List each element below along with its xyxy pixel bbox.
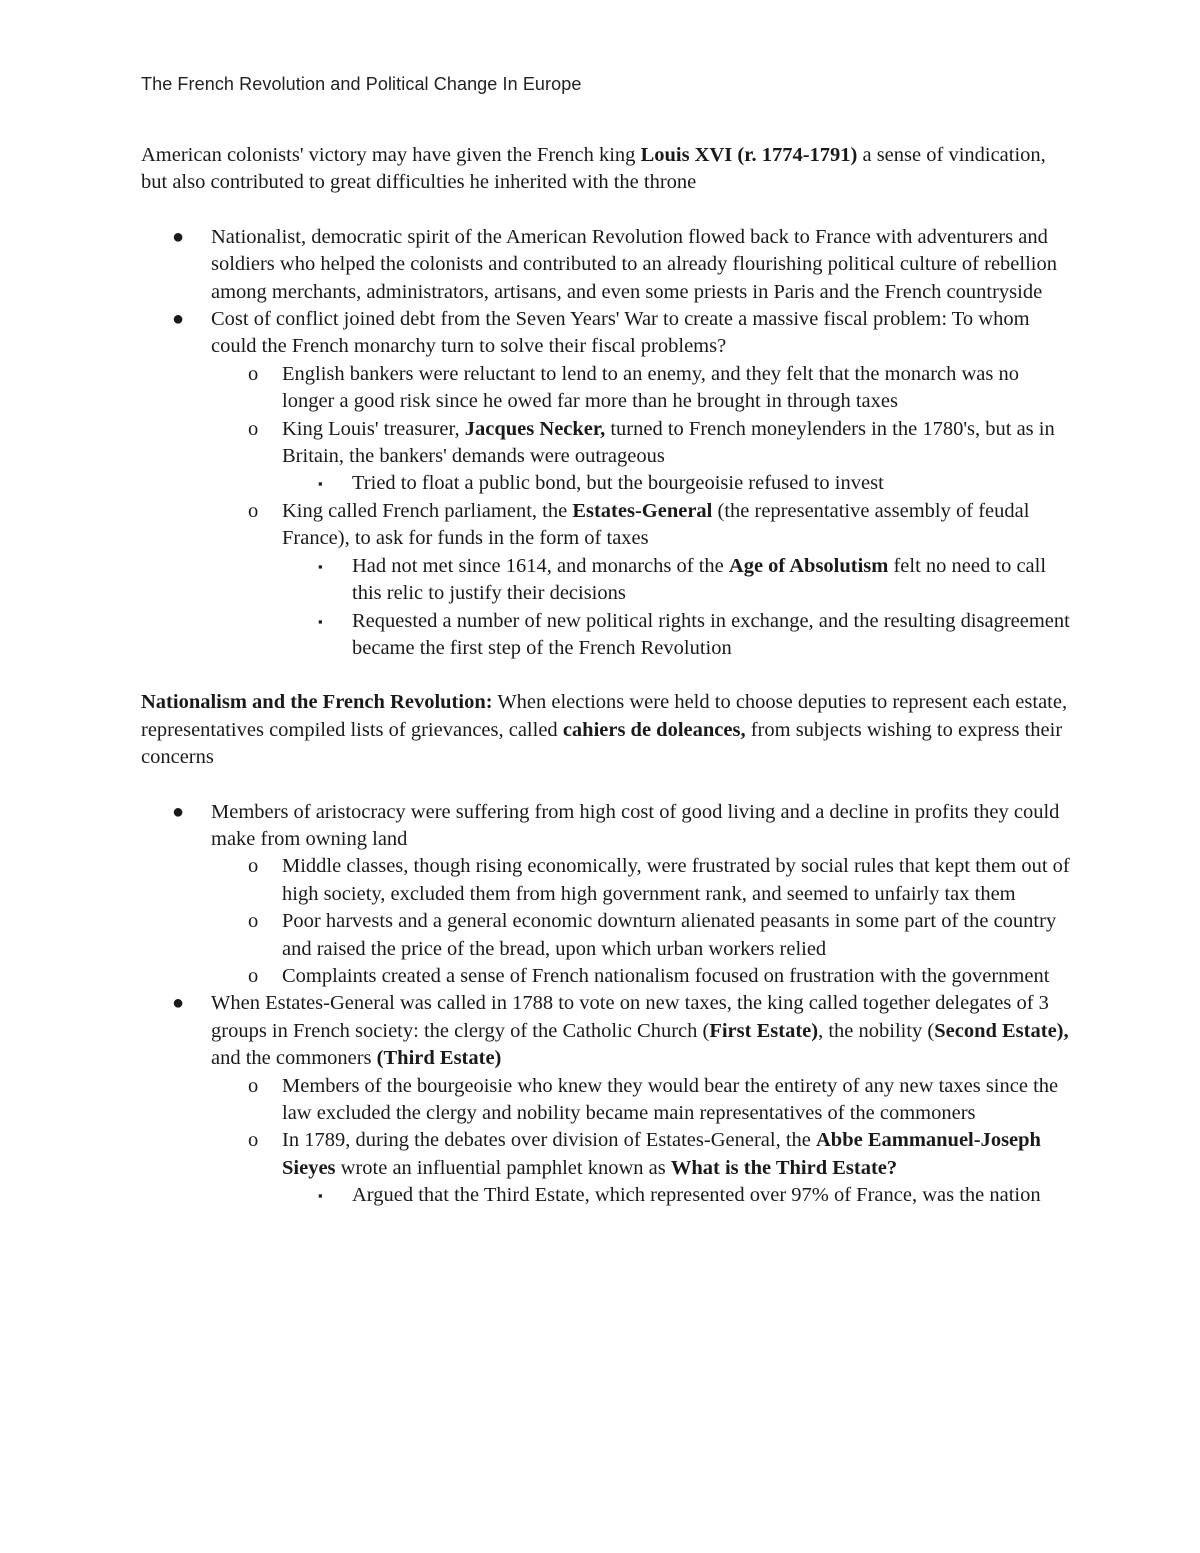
paragraph-spacer: [141, 662, 1071, 689]
intro-paragraph: [141, 142, 1071, 197]
list-item-text: Members of the bourgeoisie who knew they would bear the entirety of any new taxes since the law excluded the clergy and nobility became main representatives of the commoners: [282, 1074, 1059, 1124]
sub-list-item: [141, 908, 1071, 963]
list-item: [141, 224, 1071, 306]
text-run: (the representative assembly of feudal France), to ask for funds in the form of taxes: [282, 499, 1030, 550]
sub-list-item: [141, 1073, 1071, 1128]
bullet-icon: ●: [172, 225, 185, 248]
square-bullet-icon: ▪: [318, 613, 323, 629]
sub-list-item: [141, 853, 1071, 908]
list-item: [141, 306, 1071, 361]
bold-term: Louis XVI (r. 1774-1791): [640, 144, 858, 166]
sub-list-item: [141, 416, 1071, 471]
sub-sub-list-item: [141, 608, 1071, 663]
list-item-text: Members of aristocracy were suffering from high cost of good living and a decline in profits they could make from owning land: [211, 800, 1060, 850]
bold-term: cahiers de doleances,: [562, 718, 746, 741]
circle-bullet-icon: o: [248, 417, 259, 440]
text-run: In 1789, during the debates over division of Estates-General, the: [282, 1129, 816, 1152]
bulleted-list-2: [141, 799, 1071, 1210]
bold-term: Jacques Necker,: [464, 417, 606, 440]
circle-bullet-icon: o: [248, 910, 259, 933]
text-run: Had not met since 1614, and monarchs of the: [352, 554, 729, 577]
bullet-icon: ●: [172, 308, 185, 331]
text-run: wrote an influential pamphlet known as: [335, 1156, 671, 1179]
list-item-text: Complaints created a sense of French nationalism focused on frustration with the government: [282, 964, 1050, 987]
sub-list-item: [141, 963, 1071, 990]
text-run: King called French parliament, the: [282, 499, 573, 522]
bulleted-list-1: [141, 224, 1071, 663]
document-body: [141, 142, 1071, 1210]
circle-bullet-icon: o: [248, 855, 259, 878]
text-run: from subjects wishing to express their concerns: [141, 718, 1063, 769]
sub-sub-list-item: [141, 470, 1071, 497]
circle-bullet-icon: o: [248, 1129, 259, 1152]
bullet-icon: ●: [172, 992, 185, 1015]
bold-term: What is the Third Estate?: [670, 1156, 898, 1179]
section-heading: Nationalism and the French Revolution:: [141, 691, 493, 714]
bold-term: Estates-General: [572, 499, 713, 522]
section-paragraph: [141, 689, 1071, 771]
list-item: [141, 990, 1071, 1072]
square-bullet-icon: ▪: [318, 1188, 323, 1204]
sub-list-item: [141, 1127, 1071, 1182]
text-run: When elections were held to choose deputies to represent each estate, representatives compiled lists of grievances, called: [141, 691, 1068, 741]
text-run: felt no need to call this relic to justify their decisions: [352, 554, 1047, 605]
list-item-text: Cost of conflict joined debt from the Seven Years' War to create a massive fiscal problem: To whom could the French monarchy turn to solve their fiscal problems?: [211, 308, 1030, 358]
sub-sub-list-item: [141, 1182, 1071, 1209]
list-item-text: Requested a number of new political rights in exchange, and the resulting disagreement became the first step of the French Revolution: [352, 609, 1070, 659]
sub-list-item: [141, 498, 1071, 553]
text-run: King Louis' treasurer,: [282, 417, 465, 440]
text-run: , the nobility (: [818, 1019, 935, 1042]
circle-bullet-icon: o: [248, 1074, 259, 1097]
list-item-text: English bankers were reluctant to lend to an enemy, and they felt that the monarch was no longer a good risk since he owed far more than he brought in through taxes: [282, 362, 1019, 413]
sub-sub-list-item: [141, 553, 1071, 608]
list-item: [141, 799, 1071, 854]
paragraph-spacer: [141, 197, 1071, 224]
text-run: When Estates-General was called in 1788 to vote on new taxes, the king called together delegates of 3 groups in French society: the clergy of the Catholic Church (: [211, 992, 1049, 1042]
list-item-text: Tried to float a public bond, but the bourgeoisie refused to invest: [352, 472, 884, 495]
circle-bullet-icon: o: [248, 499, 259, 522]
text-run: and the commoners: [211, 1047, 377, 1070]
circle-bullet-icon: o: [248, 964, 259, 987]
text-run: American colonists' victory may have given the French king: [141, 144, 641, 166]
page-header-title: The French Revolution and Political Change In Europe: [141, 74, 582, 94]
circle-bullet-icon: o: [248, 362, 259, 385]
bold-term: First Estate): [709, 1019, 819, 1042]
list-item-text: Argued that the Third Estate, which represented over 97% of France, was the nation: [352, 1184, 1041, 1207]
bullet-icon: ●: [172, 800, 185, 823]
list-item-text: Poor harvests and a general economic downturn alienated peasants in some part of the country and raised the price of the bread, upon which urban workers relied: [282, 910, 1057, 960]
list-item-text: Nationalist, democratic spirit of the American Revolution flowed back to France with adventurers and soldiers who helped the colonists and contributed to an already flourishing political culture of rebellion among merchants, administrators, artisans, and even some priests in Paris and the French countryside: [211, 225, 1057, 303]
text-run: a sense of vindication, but also contributed to great difficulties he inherited with the throne: [141, 144, 1046, 194]
list-item-text: Middle classes, though rising economically, were frustrated by social rules that kept them out of high society, excluded them from high government rank, and seemed to unfairly tax them: [282, 855, 1070, 905]
bold-term: (Third Estate): [376, 1047, 502, 1070]
bold-term: Abbe Eammanuel-Joseph Sieyes: [282, 1129, 1041, 1179]
sub-list-item: [141, 361, 1071, 416]
bold-term: Age of Absolutism: [728, 554, 889, 577]
square-bullet-icon: ▪: [318, 476, 323, 492]
paragraph-spacer: [141, 772, 1071, 799]
bold-term: Second Estate),: [934, 1019, 1069, 1042]
text-run: turned to French moneylenders in the 1780's, but as in Britain, the bankers' demands were outrageous: [282, 417, 1055, 468]
square-bullet-icon: ▪: [318, 558, 323, 574]
